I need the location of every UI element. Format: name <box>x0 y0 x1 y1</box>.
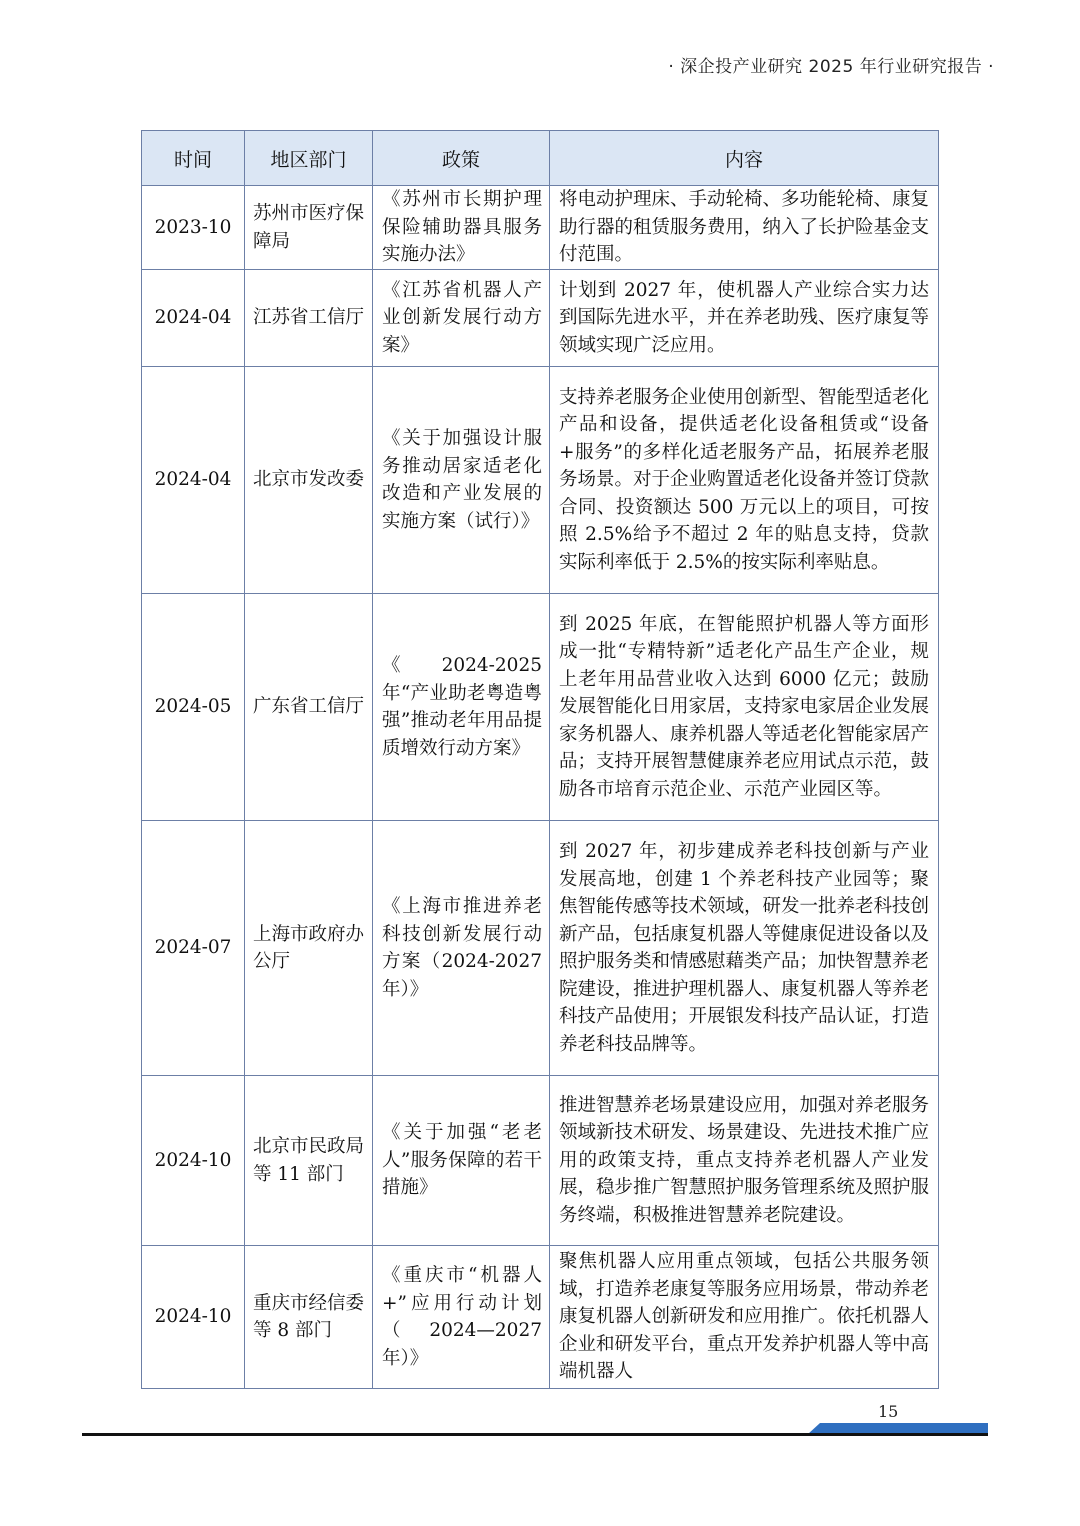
cell-dept: 重庆市经信委等 8 部门 <box>245 1246 373 1389</box>
table-row <box>142 1076 939 1246</box>
cell-content: 将电动护理床、手动轮椅、多功能轮椅、康复助行器的租赁服务费用，纳入了长护险基金支付范围。 <box>550 186 939 270</box>
cell-content: 推进智慧养老场景建设应用，加强对养老服务领域新技术研发、场景建设、先进技术推广应用的政策支持，重点支持养老机器人产业发展，稳步推广智慧照护服务管理系统及照护服务终端，积极推进智慧养老院建设。 <box>550 1076 939 1246</box>
table-row <box>142 1246 939 1389</box>
policy-table <box>141 130 939 1389</box>
table-row <box>142 594 939 821</box>
page-number: 15 <box>878 1402 899 1421</box>
cell-content: 计划到 2027 年，使机器人产业综合实力达到国际先进水平，并在养老助残、医疗康复等领域实现广泛应用。 <box>550 270 939 367</box>
cell-time: 2024-04 <box>142 270 245 367</box>
cell-dept: 上海市政府办公厅 <box>245 821 373 1076</box>
cell-dept: 苏州市医疗保障局 <box>245 186 373 270</box>
column-header-time: 时间 <box>142 131 245 186</box>
cell-dept: 北京市发改委 <box>245 367 373 594</box>
table-row <box>142 186 939 270</box>
cell-policy: 《关于加强“老老人”服务保障的若干措施》 <box>373 1076 550 1246</box>
cell-policy: 《 2024-2025 年“产业助老粤造粤强”推动老年用品提质增效行动方案》 <box>373 594 550 821</box>
cell-time: 2024-07 <box>142 821 245 1076</box>
cell-dept: 广东省工信厅 <box>245 594 373 821</box>
cell-dept: 北京市民政局等 11 部门 <box>245 1076 373 1246</box>
cell-policy: 《重庆市“机器人+”应用行动计划（2024—2027 年）》 <box>373 1246 550 1389</box>
cell-policy: 《上海市推进养老科技创新发展行动方案（2024-2027 年）》 <box>373 821 550 1076</box>
cell-policy: 《关于加强设计服务推动居家适老化改造和产业发展的实施方案（试行）》 <box>373 367 550 594</box>
cell-time: 2024-05 <box>142 594 245 821</box>
cell-time: 2024-04 <box>142 367 245 594</box>
cell-dept: 江苏省工信厅 <box>245 270 373 367</box>
column-header-content: 内容 <box>550 131 939 186</box>
cell-time: 2023-10 <box>142 186 245 270</box>
column-header-dept: 地区部门 <box>245 131 373 186</box>
cell-content: 支持养老服务企业使用创新型、智能型适老化产品和设备，提供适老化设备租赁或“设备+服务”的多样化适老服务产品，拓展养老服务场景。对于企业购置适老化设备并签订贷款合同、投资额达 500 万元以上的项目，可按照 2.5%给予不超过 2 年的贴息支持，贷款实际利率低于 2.5%的按实际利率贴息。 <box>550 367 939 594</box>
column-header-policy: 政策 <box>373 131 550 186</box>
table-row <box>142 367 939 594</box>
table-header-row <box>142 131 939 186</box>
cell-content: 到 2027 年，初步建成养老科技创新与产业发展高地，创建 1 个养老科技产业园等；聚焦智能传感等技术领域，研发一批养老科技创新产品，包括康复机器人等健康促进设备以及照护服务类和情感慰藉类产品；加快智慧养老院建设，推进护理机器人、康复机器人等养老科技产品使用；开展银发科技产品认证，打造养老科技品牌等。 <box>550 821 939 1076</box>
cell-policy: 《江苏省机器人产业创新发展行动方案》 <box>373 270 550 367</box>
table-row <box>142 270 939 367</box>
cell-time: 2024-10 <box>142 1076 245 1246</box>
footer-rule <box>82 1433 988 1436</box>
cell-time: 2024-10 <box>142 1246 245 1389</box>
cell-policy: 《苏州市长期护理保险辅助器具服务实施办法》 <box>373 186 550 270</box>
table-row <box>142 821 939 1076</box>
report-header: · 深企投产业研究 2025 年行业研究报告 · <box>668 57 994 77</box>
cell-content: 到 2025 年底，在智能照护机器人等方面形成一批“专精特新”适老化产品生产企业，规上老年用品营业收入达到 6000 亿元；鼓励发展智能化日用家居，支持家电家居企业发展家务机器人、康养机器人等适老化智能家居产品；支持开展智慧健康养老应用试点示范，鼓励各市培育示范企业、示范产业园区等。 <box>550 594 939 821</box>
cell-content: 聚焦机器人应用重点领域，包括公共服务领域，打造养老康复等服务应用场景，带动养老康复机器人创新研发和应用推广。依托机器人企业和研发平台，重点开发养护机器人等中高端机器人 <box>550 1246 939 1389</box>
